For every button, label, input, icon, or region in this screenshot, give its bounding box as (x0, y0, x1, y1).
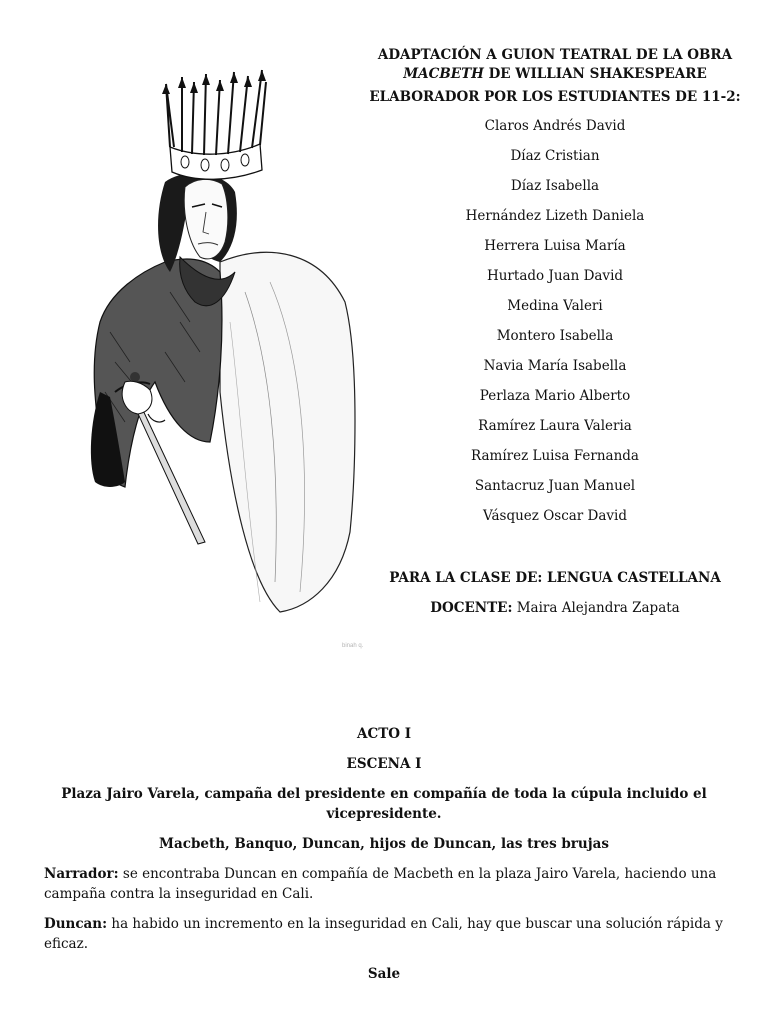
cast-list: Macbeth, Banquo, Duncan, hijos de Duncan, las tres brujas (159, 836, 609, 852)
artist-signature: binah q. (342, 643, 364, 649)
macbeth-illustration (70, 62, 370, 622)
dialogue-text: se encontraba Duncan en compañía de Macbeth en la plaza Jairo Varela, haciendo una campaña contra la inseguridad en Cali. (44, 866, 717, 902)
scene-setting: Plaza Jairo Varela, campaña del presidente en compañía de toda la cúpula incluido el vicepresidente. (61, 786, 707, 822)
student-name: Navia María Isabella (483, 358, 627, 374)
scene-heading: ESCENA I (346, 756, 422, 772)
student-name: Ramírez Luisa Fernanda (471, 448, 639, 464)
dialogue-line (44, 914, 724, 954)
student-name: Hernández Lizeth Daniela (465, 208, 645, 224)
elaborated-by-heading: ELABORADOR POR LOS ESTUDIANTES DE 11-2: (369, 89, 741, 105)
student-name: Claros Andrés David (484, 118, 626, 134)
student-name: Vásquez Oscar David (482, 508, 628, 524)
student-name: Perlaza Mario Alberto (479, 388, 631, 404)
student-list (360, 111, 750, 531)
student-name: Díaz Isabella (510, 178, 600, 194)
dialogue-line (44, 864, 724, 904)
student-name: Herrera Luisa María (484, 238, 626, 254)
stage-direction-exit: Sale (367, 966, 401, 982)
teacher-name: Maira Alejandra Zapata (512, 600, 680, 616)
speaker-narrador: Narrador: (44, 866, 119, 882)
dialogue-text: ha habido un incremento en la inseguridad en Cali, hay que buscar una solución rápida y eficaz. (44, 916, 723, 952)
title-block (360, 46, 750, 618)
student-name: Medina Valeri (507, 298, 603, 314)
student-name: Díaz Cristian (510, 148, 600, 164)
teacher-line (360, 599, 750, 618)
student-name: Hurtado Juan David (486, 268, 624, 284)
script-section (44, 724, 724, 984)
document-title: ADAPTACIÓN A GUION TEATRAL DE LA OBRA MACBETH DE WILLIAN SHAKESPEARE (377, 47, 733, 82)
teacher-label: DOCENTE: (430, 600, 513, 616)
work-title: MACBETH (403, 66, 484, 82)
speaker-duncan: Duncan: (44, 916, 108, 932)
class-line: PARA LA CLASE DE: LENGUA CASTELLANA (389, 570, 721, 586)
student-name: Montero Isabella (496, 328, 614, 344)
student-name: Ramírez Laura Valeria (478, 418, 632, 434)
act-heading: ACTO I (356, 726, 412, 742)
student-name: Santacruz Juan Manuel (474, 478, 636, 494)
